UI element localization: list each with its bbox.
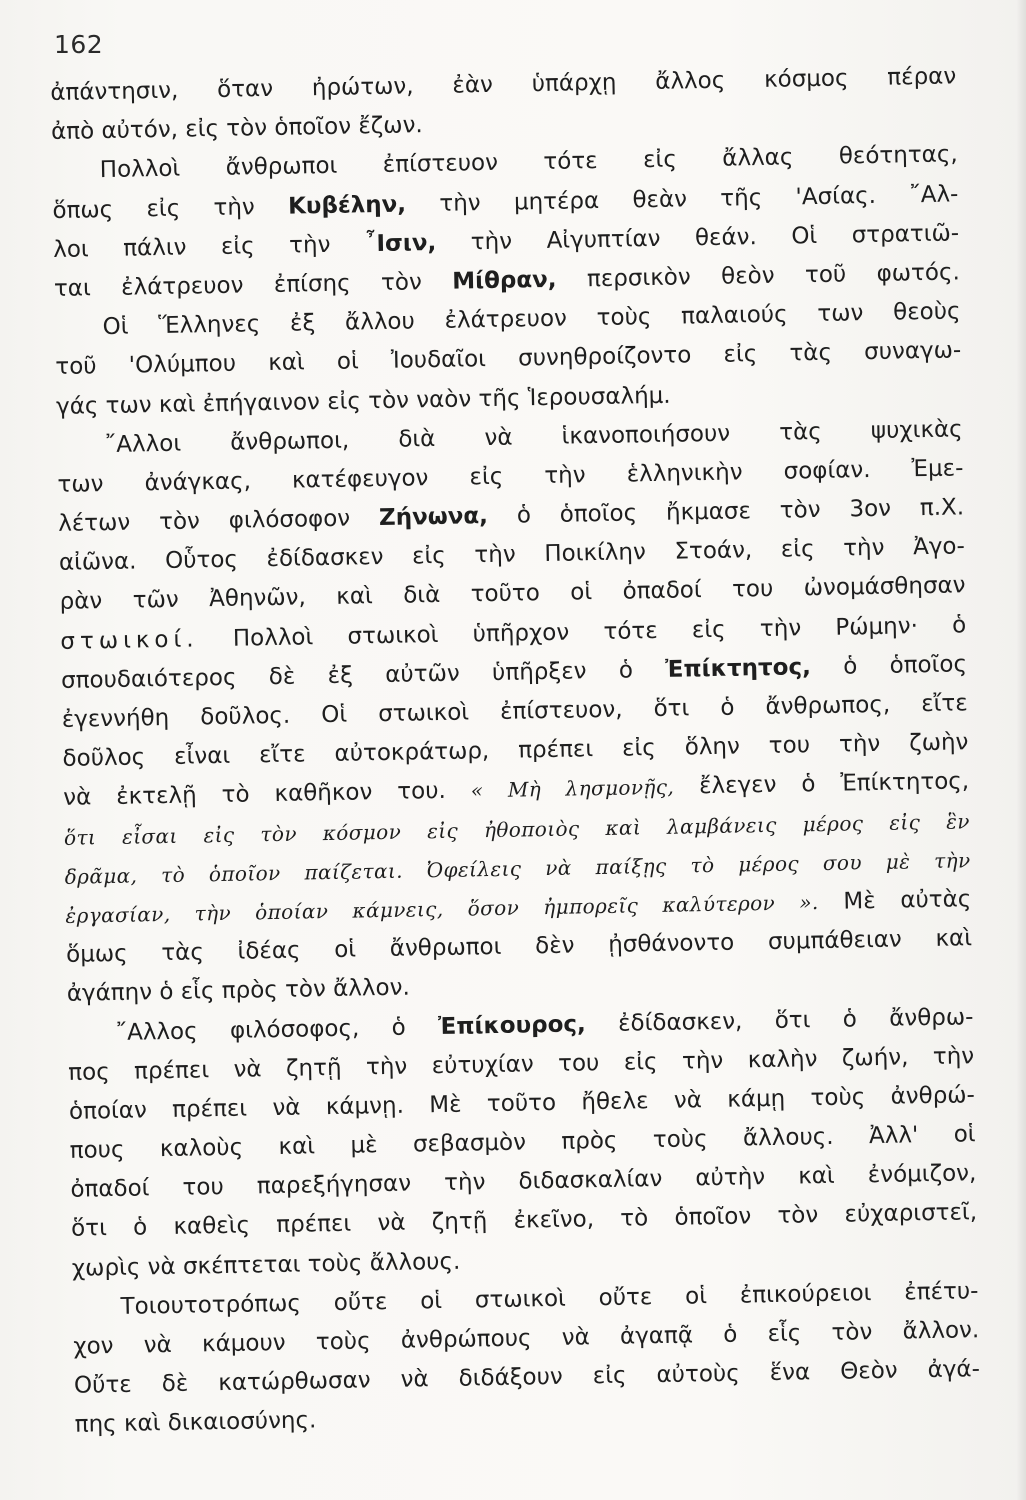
text-line: ῎Αλλος φιλόσοφος, ὁ Ἐπίκουρος, ἐδίδασκεν, ὅτι ὁ ἄνθρω-: [115, 1003, 974, 1046]
text-line: χωρὶς νὰ σκέπτεται τοὺς ἄλλους.: [71, 1248, 461, 1282]
name-epicurus: Ἐπίκουρος,: [437, 1010, 586, 1040]
text-line: λοι πάλιν εἰς τὴν ῏Ισιν, τὴν Αἰγυπτίαν θεάν. Οἱ στρατιῶ-: [52, 220, 960, 263]
text-line: ὀπαδοί του παρεξήγησαν τὴν διδασκαλίαν αὐτὴν καὶ ἐνόμιζον,: [70, 1160, 977, 1204]
text-line: δοῦλος εἶναι εἴτε αὐτοκράτωρ, πρέπει εἰς ὅλην του τὴν ζωὴν: [62, 729, 969, 773]
text-line: ἐγεννήθη δοῦλος. Οἱ στωικοὶ ἐπίστευον, ὅτι ὁ ἄνθρωπος, εἴτε: [61, 690, 968, 733]
text-line: ἀπὸ αὐτόν, εἰς τὸν ὁποῖον ἔζων.: [50, 112, 423, 146]
quote-text: « Μὴ λησμονῇς,: [470, 775, 675, 803]
text-line: τοῦ 'Ολύμπου καὶ οἱ Ἰουδαῖοι συνηθροίζοντο εἰς τὰς συναγω-: [55, 337, 962, 381]
page-number: 162: [54, 30, 104, 59]
text-line: ῎Αλλοι ἄνθρωποι, διὰ νὰ ἱκανοποιήσουν τὰς ψυχικὰς: [104, 416, 963, 458]
text-line: ὁποίαν πρέπει νὰ κάμνῃ. Μὲ τοῦτο ἤθελε νὰ κάμῃ τοὺς ἀνθρώ-: [68, 1082, 976, 1125]
text-line: αἰῶνα. Οὗτος ἐδίδασκεν εἰς τὴν Ποικίλην Στοάν, εἰς τὴν Ἀγο-: [58, 533, 966, 577]
text-line: Οἱ Ἕλληνες ἐξ ἄλλου ἐλάτρευον τοὺς παλαιούς των θεοὺς: [102, 298, 961, 341]
text-line: χον νὰ κάμουν τοὺς ἀνθρώπους νὰ ἀγαπᾷ ὁ εἷς τὸν ἄλλον.: [73, 1317, 980, 1360]
text-line: ἀπάντησιν, ὅταν ἠρώτων, ἐὰν ὑπάρχῃ ἄλλος κόσμος πέραν: [50, 63, 957, 106]
text-line: Πολλοὶ ἄνθρωποι ἐπίστευον τότε εἰς ἄλλας θεότητας,: [99, 141, 958, 184]
quote-line: δρᾶμα, τὸ ὁποῖον παίζεται. Ὀφείλεις νὰ παίξῃς τὸ μέρος σου μὲ τὴν: [64, 848, 971, 889]
body-text: [50, 57, 981, 1445]
name-mithras: Μίθραν,: [451, 266, 557, 295]
text-line: πος πρέπει νὰ ζητῇ τὴν εὐτυχίαν του εἰς τὴν καλὴν ζωήν, τὴν: [68, 1042, 975, 1086]
name-kybele: Κυβέλην,: [287, 191, 407, 220]
name-isis: ῏Ισιν,: [364, 229, 437, 258]
text-line: ται ἐλάτρευον ἐπίσης τὸν Μίθραν, περσικὸν θεὸν τοῦ φωτός.: [53, 259, 961, 302]
text-line: γάς των καὶ ἐπήγαινον εἰς τὸν ναὸν τῆς Ἱερουσαλήμ.: [55, 382, 671, 420]
text-line: σπουδαιότερος δὲ ἐξ αὐτῶν ὑπῆρξεν ὁ Ἐπίκτητος, ὁ ὁποῖος: [60, 651, 968, 694]
name-epictetus: Ἐπίκτητος,: [665, 653, 812, 683]
text-line: νὰ ἐκτελῇ τὸ καθῆκον του. « Μὴ λησμονῇς, ἔλεγεν ὁ Ἐπίκτητος,: [63, 768, 970, 812]
text-line: των ἀνάγκας, κατέφευγον εἰς τὴν ἑλληνικὴν σοφίαν. Ἐμε-: [57, 455, 964, 498]
text-line: Τοιουτοτρόπως οὔτε οἱ στωικοὶ οὔτε οἱ ἐπικούρειοι ἐπέτυ-: [120, 1278, 979, 1320]
text-line: λέτων τὸν φιλόσοφον Ζήνωνα, ὁ ὁποῖος ἤκμασε τὸν 3ον π.Χ.: [58, 494, 965, 537]
text-line: ὅτι ὁ καθεὶς πρέπει νὰ ζητῇ ἐκεῖνο, τὸ ὁποῖον τὸν εὐχαριστεῖ,: [70, 1199, 978, 1243]
text-line: ὅμως τὰς ἰδέας οἱ ἄνθρωποι δὲν ᾐσθάνοντο συμπάθειαν καὶ: [65, 925, 973, 968]
text-line: ὅπως εἰς τὴν Κυβέλην, τὴν μητέρα θεὰν τῆς 'Ασίας. ῎Αλ-: [52, 180, 959, 224]
text-line: ἐργασίαν, τὴν ὁποίαν κάμνεις, ὅσον ἠμπορεῖς καλύτερον ». Μὲ αὐτὰς: [65, 886, 972, 928]
text-line: Οὔτε δὲ κατώρθωσαν νὰ διδάξουν εἰς αὐτοὺς ἕνα Θεὸν ἀγά-: [73, 1356, 981, 1399]
text-line: ἀγάπην ὁ εἷς πρὸς τὸν ἄλλον.: [66, 974, 410, 1008]
name-zeno: Ζήνωνα,: [378, 503, 489, 532]
text-line: πης καὶ δικαιοσύνης.: [74, 1407, 317, 1439]
text-line: στωικοί. Πολλοὶ στωικοὶ ὑπῆρχον τότε εἰς τὴν Ρώμην· ὁ: [60, 611, 967, 655]
text-line: πους καλοὺς καὶ μὲ σεβασμὸν πρὸς τοὺς ἄλλους. Ἀλλ' οἱ: [69, 1121, 976, 1164]
page-edge-shadow: [1016, 0, 1026, 1500]
quote-text: ἐργασίαν, τὴν ὁποίαν κάμνεις, ὅσον ἠμπορεῖς καλύτερον ».: [65, 889, 819, 928]
quote-line: ὅτι εἶσαι εἰς τὸν κόσμον εἰς ἠθοποιὸς καὶ λαμβάνεις μέρος εἰς ἓν: [63, 808, 971, 850]
text-line: ρὰν τῶν Ἀθηνῶν, καὶ διὰ τοῦτο οἱ ὀπαδοί του ὠνομάσθησαν: [59, 572, 966, 616]
